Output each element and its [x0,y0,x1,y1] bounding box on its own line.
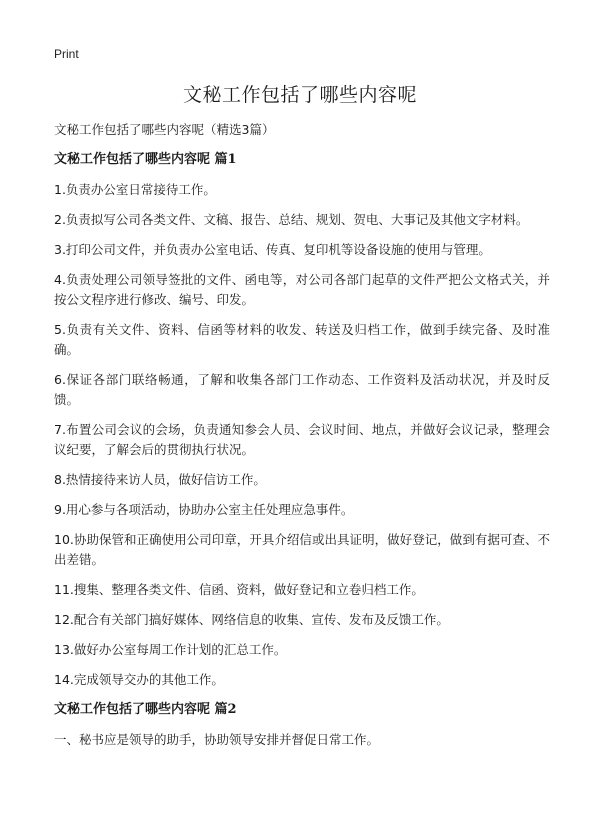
list-item: 6.保证各部门联络畅通，了解和收集各部门工作动态、工作资料及活动状况，并及时反馈。 [54,372,550,407]
list-item: 一、秘书应是领导的助手，协助领导安排并督促日常工作。 [54,732,380,747]
list-item: 9.用心参与各项活动，协助办公室主任处理应急事件。 [54,502,354,517]
list-item: 13.做好办公室每周工作计划的汇总工作。 [54,642,287,657]
section-heading-2: 文秘工作包括了哪些内容呢 篇2 [54,702,237,717]
document-subtitle: 文秘工作包括了哪些内容呢（精选3篇） [54,122,275,137]
list-item: 5.负责有关文件、资料、信函等材料的收发、转送及归档工作，做到手续完备、及时准确。 [54,322,550,357]
section-heading-1: 文秘工作包括了哪些内容呢 篇1 [54,152,237,167]
list-item: 14.完成领导交办的其他工作。 [54,672,224,687]
print-label: Print [54,47,79,61]
document-body [54,120,550,760]
list-item: 4.负责处理公司领导签批的文件、函电等，对公司各部门起草的文件严把公文格式关，并按公文程序进行修改、编号、印发。 [54,272,550,307]
list-item: 3.打印公司文件，并负责办公室电话、传真、复印机等设备设施的使用与管理。 [54,242,491,257]
list-item: 7.布置公司会议的会场，负责通知参会人员、会议时间、地点，并做好会议记录，整理会议纪要，了解会后的贯彻执行状况。 [54,422,550,457]
list-item: 8.热情接待来访人员，做好信访工作。 [54,472,266,487]
list-item: 2.负责拟写公司各类文件、文稿、报告、总结、规划、贺电、大事记及其他文字材料。 [54,212,529,227]
list-item: 10.协助保管和正确使用公司印章，开具介绍信或出具证明，做好登记，做到有据可查、不出差错。 [54,532,550,567]
document-title: 文秘工作包括了哪些内容呢 [182,84,417,106]
list-item: 11.搜集、整理各类文件、信函、资料，做好登记和立卷归档工作。 [54,582,424,597]
list-item: 12.配合有关部门搞好媒体、网络信息的收集、宣传、发布及反馈工作。 [54,612,449,627]
list-item: 1.负责办公室日常接待工作。 [54,182,216,197]
